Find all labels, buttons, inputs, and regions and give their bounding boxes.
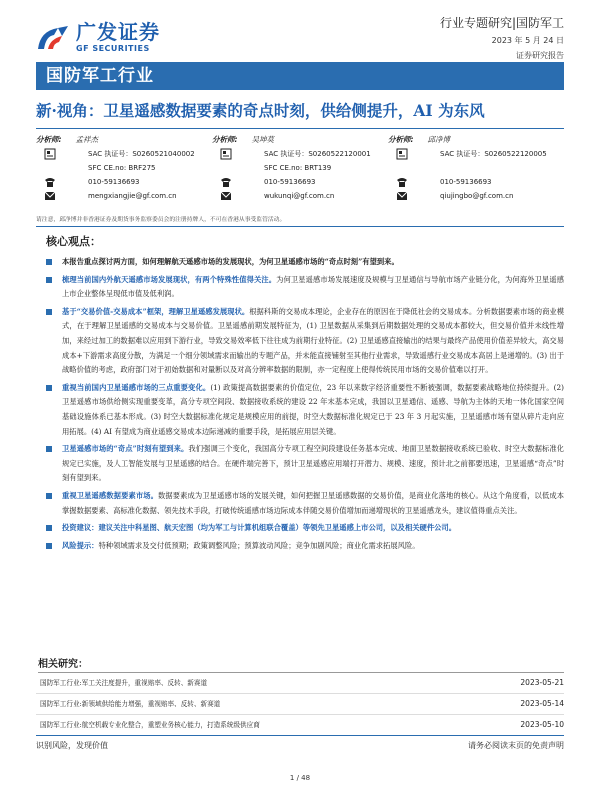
bullet-text: 数据要素成为卫星遥感市场的发展关键，如何把握卫星遥感数据的交易价值，是商业化落地的核心。从这个角度看，以低成本掌握数据要素、高标准化数据、领先技术手段，打破传统遥感市场边际成本伴随交易价值增加而递增现状的卫星遥感龙头，建议值得重点关注。 xyxy=(62,490,565,515)
bullet-text: 我们强调三个变化，我国高分专项工程空间段建设任务基本完成、地面卫星数据接收系统已验收、时空大数据标准化规定已实施，及人工智能发展与卫星遥感的结合。在硬件端完善下，预计卫星遥感应用端打开潜力、规模、速度，预计北之前都要迅速，卫星遥感“奇点”时刻有望到来。 xyxy=(62,444,564,483)
core-bullet xyxy=(36,489,564,518)
report-type: 行业专题研究|国防军工 xyxy=(439,16,564,30)
phone-icon xyxy=(44,176,56,188)
analyst-label: 分析师: xyxy=(36,135,62,144)
analyst-label: 分析师: xyxy=(388,135,414,144)
related-item[interactable] xyxy=(36,715,564,736)
related-research xyxy=(36,655,564,736)
email-icon xyxy=(44,190,56,202)
footer-disclaimer-note: 请务必阅读末页的免责声明 xyxy=(468,741,564,750)
id-card-icon xyxy=(44,148,56,160)
core-bullet xyxy=(36,305,564,378)
analyst-email[interactable]: mengxiangjie@gf.com.cn xyxy=(88,192,177,200)
bullet-lead: 基于“交易价值-交易成本”框架，理解卫星遥感发展现状。 xyxy=(62,306,250,316)
email-icon xyxy=(220,190,232,202)
analyst-email[interactable]: qiujingbo@gf.com.cn xyxy=(440,192,514,200)
logo-mark-icon xyxy=(36,25,70,51)
bullet-lead: 风险提示： xyxy=(62,540,99,550)
analyst-sac: SAC 执证号：S0260521040002 xyxy=(88,150,195,158)
core-views-title: 核心观点： xyxy=(46,235,101,248)
logo-en: GF SECURITIES xyxy=(76,44,150,53)
analyst-panel xyxy=(36,133,564,213)
related-date: 2023-05-10 xyxy=(520,720,564,729)
core-bullet xyxy=(36,521,564,536)
phone-icon xyxy=(220,176,232,188)
core-bullet xyxy=(36,255,564,270)
bullet-lead: 梳理当前国内外航天遥感市场发展现状，有两个特殊性值得关注。 xyxy=(62,274,277,284)
bullet-lead: 重视卫星遥感数据要素市场。 xyxy=(62,490,158,500)
analyst-label: 分析师: xyxy=(212,135,238,144)
bullet-text: 根据科斯的交易成本理论，企业存在的原因在于降低社会的交易成本。分析数据要素市场的商业模式，在于理解卫星遥感的交易成本与交易价值。卫星遥感前期发展特征为，(1) 卫星数据从采集到后期数据处理的交易成本都较大，但交易价值并未线性增加，来经过加工的数据难以应用到下游行业，导致交易效率低下往往成为前期行业特征。(2) 卫星遥感直接输出的结果与最终产品使用价值差异较大，高交易成本+下游需求高度分散，为满足一个细分领域需求而输出的专题产品，并未能直接铺射至其他行业需求，导致遥感行业交易成本高居上是递增的。(3) 出于战略价值的考虑，政府部门对于初始数据和对量断以及对高分辨率数据的限制，亦一定程度上使得传统民用市场的交易价值难以打开。 xyxy=(62,306,565,375)
analyst-name: 吴坤莫 xyxy=(251,135,274,144)
analyst-sfc: SFC CE.no: BRT139 xyxy=(264,164,332,172)
page-number: 1 / 48 xyxy=(289,774,311,782)
footer-slogan: 识别风险，发现价值 xyxy=(36,741,108,750)
related-title: 相关研究： xyxy=(38,655,564,673)
company-logo xyxy=(36,22,160,53)
related-text[interactable]: 国防军工行业:新领域供给能力增强，重视赔率、反转、新赛道 xyxy=(40,700,221,708)
analyst-name: 孟祥杰 xyxy=(75,135,98,144)
bullet-lead: 投资建议：建议关注中科星图、航天宏图（均为军工与计算机组联合覆盖）等领先卫星遥感上市公司，以及相关硬件公司。 xyxy=(62,523,457,533)
footer-divider xyxy=(36,735,564,736)
phone-icon xyxy=(396,176,408,188)
related-date: 2023-05-21 xyxy=(520,678,564,687)
related-text[interactable]: 国防军工行业:军工关注度提升，重视赔率、反转、新赛道 xyxy=(40,679,208,687)
analyst-email[interactable]: wukunqi@gf.com.cn xyxy=(264,192,335,200)
bullet-text: 特种领域需求及交付低预期；政策调整风险；预算波动风险；竞争加剧风险；商业化需求拓展风险。 xyxy=(98,540,420,550)
analyst-phone: 010-59136693 xyxy=(88,178,140,186)
analyst-card xyxy=(388,133,564,203)
related-date: 2023-05-14 xyxy=(520,699,564,708)
title-divider xyxy=(36,128,564,129)
core-bullet xyxy=(36,273,564,302)
bullet-lead: 本报告重点探讨两方面，如何理解航天遥感市场的发展现状，为何卫星遥感市场的“奇点时刻”有望到来。 xyxy=(62,257,399,266)
core-bullet xyxy=(36,381,564,439)
id-card-icon xyxy=(220,148,232,160)
analyst-phone: 010-59136693 xyxy=(264,178,316,186)
report-kind: 证券研究报告 xyxy=(516,51,564,60)
core-bullet xyxy=(36,442,564,486)
core-views xyxy=(36,233,564,556)
analyst-phone: 010-59136693 xyxy=(440,178,492,186)
report-title: 新·视角：卫星遥感数据要素的奇点时刻，供给侧提升，AI 为东风 xyxy=(36,101,485,120)
bullet-text: 为何卫星遥感市场发展速度及规模与卫星通信与导航市场产业链分化，为何海外卫星遥感上市企业整体呈现低市值及低利润。 xyxy=(62,274,564,299)
bullet-lead: 重视当前国内卫星遥感市场的三点重要变化。 xyxy=(62,382,211,392)
analyst-sfc: SFC CE.no: BRF275 xyxy=(88,164,156,172)
logo-cn: 广发证券 xyxy=(76,20,160,44)
id-card-icon xyxy=(396,148,408,160)
analyst-card xyxy=(212,133,388,203)
header-meta xyxy=(440,14,564,61)
analyst-sac: SAC 执证号：S0260522120005 xyxy=(440,150,547,158)
bullet-lead: 卫星遥感市场的“奇点”时刻有望到来。 xyxy=(62,444,189,454)
related-item[interactable] xyxy=(36,673,564,694)
core-bullet xyxy=(36,539,564,554)
analyst-name: 邱净博 xyxy=(427,135,450,144)
email-icon xyxy=(396,190,408,202)
industry-banner: 国防军工行业 xyxy=(36,62,564,90)
related-text[interactable]: 国防军工行业:航空机载专业化整合，重塑业务核心能力，打造系统级供应商 xyxy=(40,721,260,729)
related-item[interactable] xyxy=(36,694,564,715)
analyst-card xyxy=(36,133,212,203)
report-date: 2023 年 5 月 24 日 xyxy=(491,36,564,45)
analyst-sac: SAC 执证号：S0260522120001 xyxy=(264,150,371,158)
bullet-text: (1) 政策提高数据要素的价值定位，23 年以来数字经济重要性不断被强调，数据要素战略地位持续提升。(2) 卫星遥感市场供给侧实现重要变革，高分专项空间段、数据接收系统的建设 22 年末基本完成，我国以卫星通信、遥感、导航为主体的天地一体化国家空间基础设施体系已基本形成。(3) 时空大数据标准化规定是规模应用的前提，时空大数据标准化规定已于 23 年 3 月起实施，卫星遥感市场有望从碎片走向应用拓展。(4) AI 有望成为商业遥感交易成本边际递减的重要手段，是拓展应用层关键。 xyxy=(62,382,565,436)
analyst-disclaimer: 请注意，邱净博并非香港证券及期货事务监察委员会的注册持牌人，不可在香港从事受监管活动。 xyxy=(36,214,564,227)
